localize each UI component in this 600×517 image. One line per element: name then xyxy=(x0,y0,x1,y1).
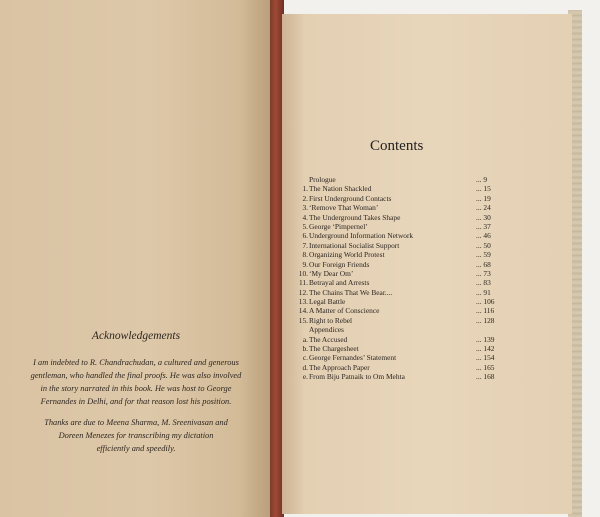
acknowledgements-paragraph-1: I am indebted to R. Chandrachudan, a cultured and generous gentleman, who handled the final proofs. He was also involved in the story narrated in this book. He was host to George Fernandes in Delhi, and for that reason lost his position. xyxy=(30,358,242,406)
toc-entry-number: 9. xyxy=(302,259,308,269)
toc-entry xyxy=(296,194,506,203)
toc-entry xyxy=(296,222,506,231)
toc-entry-number: 12. xyxy=(298,287,308,297)
toc-entry-number: a. xyxy=(302,334,308,344)
toc-entry-page: ... 19 xyxy=(476,193,491,203)
toc-entry-number: c. xyxy=(302,353,308,363)
toc-entry-number: 11. xyxy=(299,278,308,288)
toc-entry-number: 4. xyxy=(302,212,308,222)
toc-entry-title: From Biju Patnaik to Om Mehta xyxy=(309,372,405,382)
toc-entry xyxy=(296,250,506,259)
toc-entry-page: ... 46 xyxy=(476,231,491,241)
toc-entry-page: ... 168 xyxy=(476,372,495,382)
toc-entry-number: 10. xyxy=(298,268,308,278)
toc-entry-page: ... 30 xyxy=(476,212,491,222)
toc-entry-number: 5. xyxy=(302,221,308,231)
toc-entry xyxy=(296,335,506,344)
toc-entry-page: ... 128 xyxy=(476,315,495,325)
toc-entry xyxy=(296,372,506,381)
toc-entry-title: Appendices xyxy=(309,325,344,335)
toc-entry-title: George Fernandes’ Statement xyxy=(309,353,397,363)
toc-entry xyxy=(296,231,506,240)
toc-entry xyxy=(296,260,506,269)
toc-entry-number: b. xyxy=(302,344,308,354)
toc-entry-title: The Approach Paper xyxy=(309,362,370,372)
toc-entry-title: Prologue xyxy=(309,175,336,184)
toc-entry-title: Underground Information Network xyxy=(309,231,414,241)
toc-entry-title: A Matter of Conscience xyxy=(309,306,380,316)
toc-entry-page: ... 24 xyxy=(476,203,491,213)
toc-entry-page: ... 15 xyxy=(476,184,491,194)
toc-entry-title: The Underground Takes Shape xyxy=(309,212,401,222)
toc-entry-page: ... 68 xyxy=(476,259,491,269)
toc-entry-title: ‘My Dear Om’ xyxy=(309,268,354,278)
toc-entry-page: ... 116 xyxy=(476,306,495,316)
toc-entry-number: 2. xyxy=(302,193,308,203)
toc-entry-page: ... 142 xyxy=(476,344,495,354)
toc-entry xyxy=(296,184,506,193)
toc-entry-title: Betrayal and Arrests xyxy=(309,278,370,288)
toc-entry-page: ... 139 xyxy=(476,334,495,344)
toc-entry-page: ... 83 xyxy=(476,278,491,288)
toc-entry-title: George ‘Pimpernel’ xyxy=(309,221,368,231)
toc-entry-title: Our Foreign Friends xyxy=(309,259,370,269)
toc-entry-number: 14. xyxy=(298,306,308,316)
toc-entry-number: 3. xyxy=(302,203,308,213)
toc-entry-page: ... 106 xyxy=(476,297,495,307)
acknowledgements-paragraph-2: Thanks are due to Meena Sharma, M. Sreenivasan and Doreen Menezes for transcribing my dictation efficiently and speedily. xyxy=(44,418,228,453)
table-of-contents xyxy=(296,175,506,382)
toc-entry xyxy=(296,203,506,212)
toc-entry xyxy=(296,344,506,353)
toc-entry-title: The Chains That We Bear.... xyxy=(309,287,393,297)
toc-entry-title: Right to Rebel xyxy=(309,315,353,325)
toc-entry xyxy=(296,288,506,297)
toc-entry-number: 13. xyxy=(298,297,308,307)
toc-entry-number: 8. xyxy=(302,250,308,260)
toc-entry xyxy=(296,241,506,250)
toc-entry xyxy=(296,325,506,334)
toc-entry-number: 6. xyxy=(302,231,308,241)
toc-entry-page: ... 59 xyxy=(476,250,491,260)
toc-entry-number: d. xyxy=(302,362,308,372)
toc-entry xyxy=(296,278,506,287)
toc-entry xyxy=(296,213,506,222)
toc-entry xyxy=(296,363,506,372)
toc-entry-number: 15. xyxy=(298,315,308,325)
toc-entry-number: 1. xyxy=(302,184,308,194)
toc-entry-title: The Chargesheet xyxy=(309,344,359,354)
toc-entry-page: ... 73 xyxy=(476,268,491,278)
toc-entry-title: The Accused xyxy=(309,334,348,344)
toc-entry-page: ... 9 xyxy=(476,175,488,184)
toc-entry xyxy=(296,269,506,278)
toc-entry-number: 7. xyxy=(302,240,308,250)
toc-entry-page: ... 165 xyxy=(476,362,495,372)
toc-entry-page: ... 50 xyxy=(476,240,491,250)
toc-entry-title: The Nation Shackled xyxy=(309,184,372,194)
toc-entry-page: ... 154 xyxy=(476,353,495,363)
toc-entry-title: Organizing World Protest xyxy=(309,250,385,260)
toc-entry-number: e. xyxy=(302,372,308,382)
toc-entry xyxy=(296,353,506,362)
toc-entry-page: ... 37 xyxy=(476,221,491,231)
toc-entry-title: Legal Battle xyxy=(309,297,346,307)
toc-entry xyxy=(296,306,506,315)
acknowledgements-title: Acknowledgements xyxy=(91,330,181,342)
toc-entry-title: ‘Remove That Woman’ xyxy=(309,203,379,213)
toc-entry-page: ... 91 xyxy=(476,287,491,297)
toc-entry xyxy=(296,175,506,184)
toc-entry-title: International Socialist Support xyxy=(309,240,400,250)
toc-entry xyxy=(296,316,506,325)
left-page xyxy=(0,0,272,517)
contents-title: Contents xyxy=(370,138,424,154)
toc-entry-title: First Underground Contacts xyxy=(309,193,392,203)
toc-entry xyxy=(296,297,506,306)
acknowledgements xyxy=(0,330,272,463)
